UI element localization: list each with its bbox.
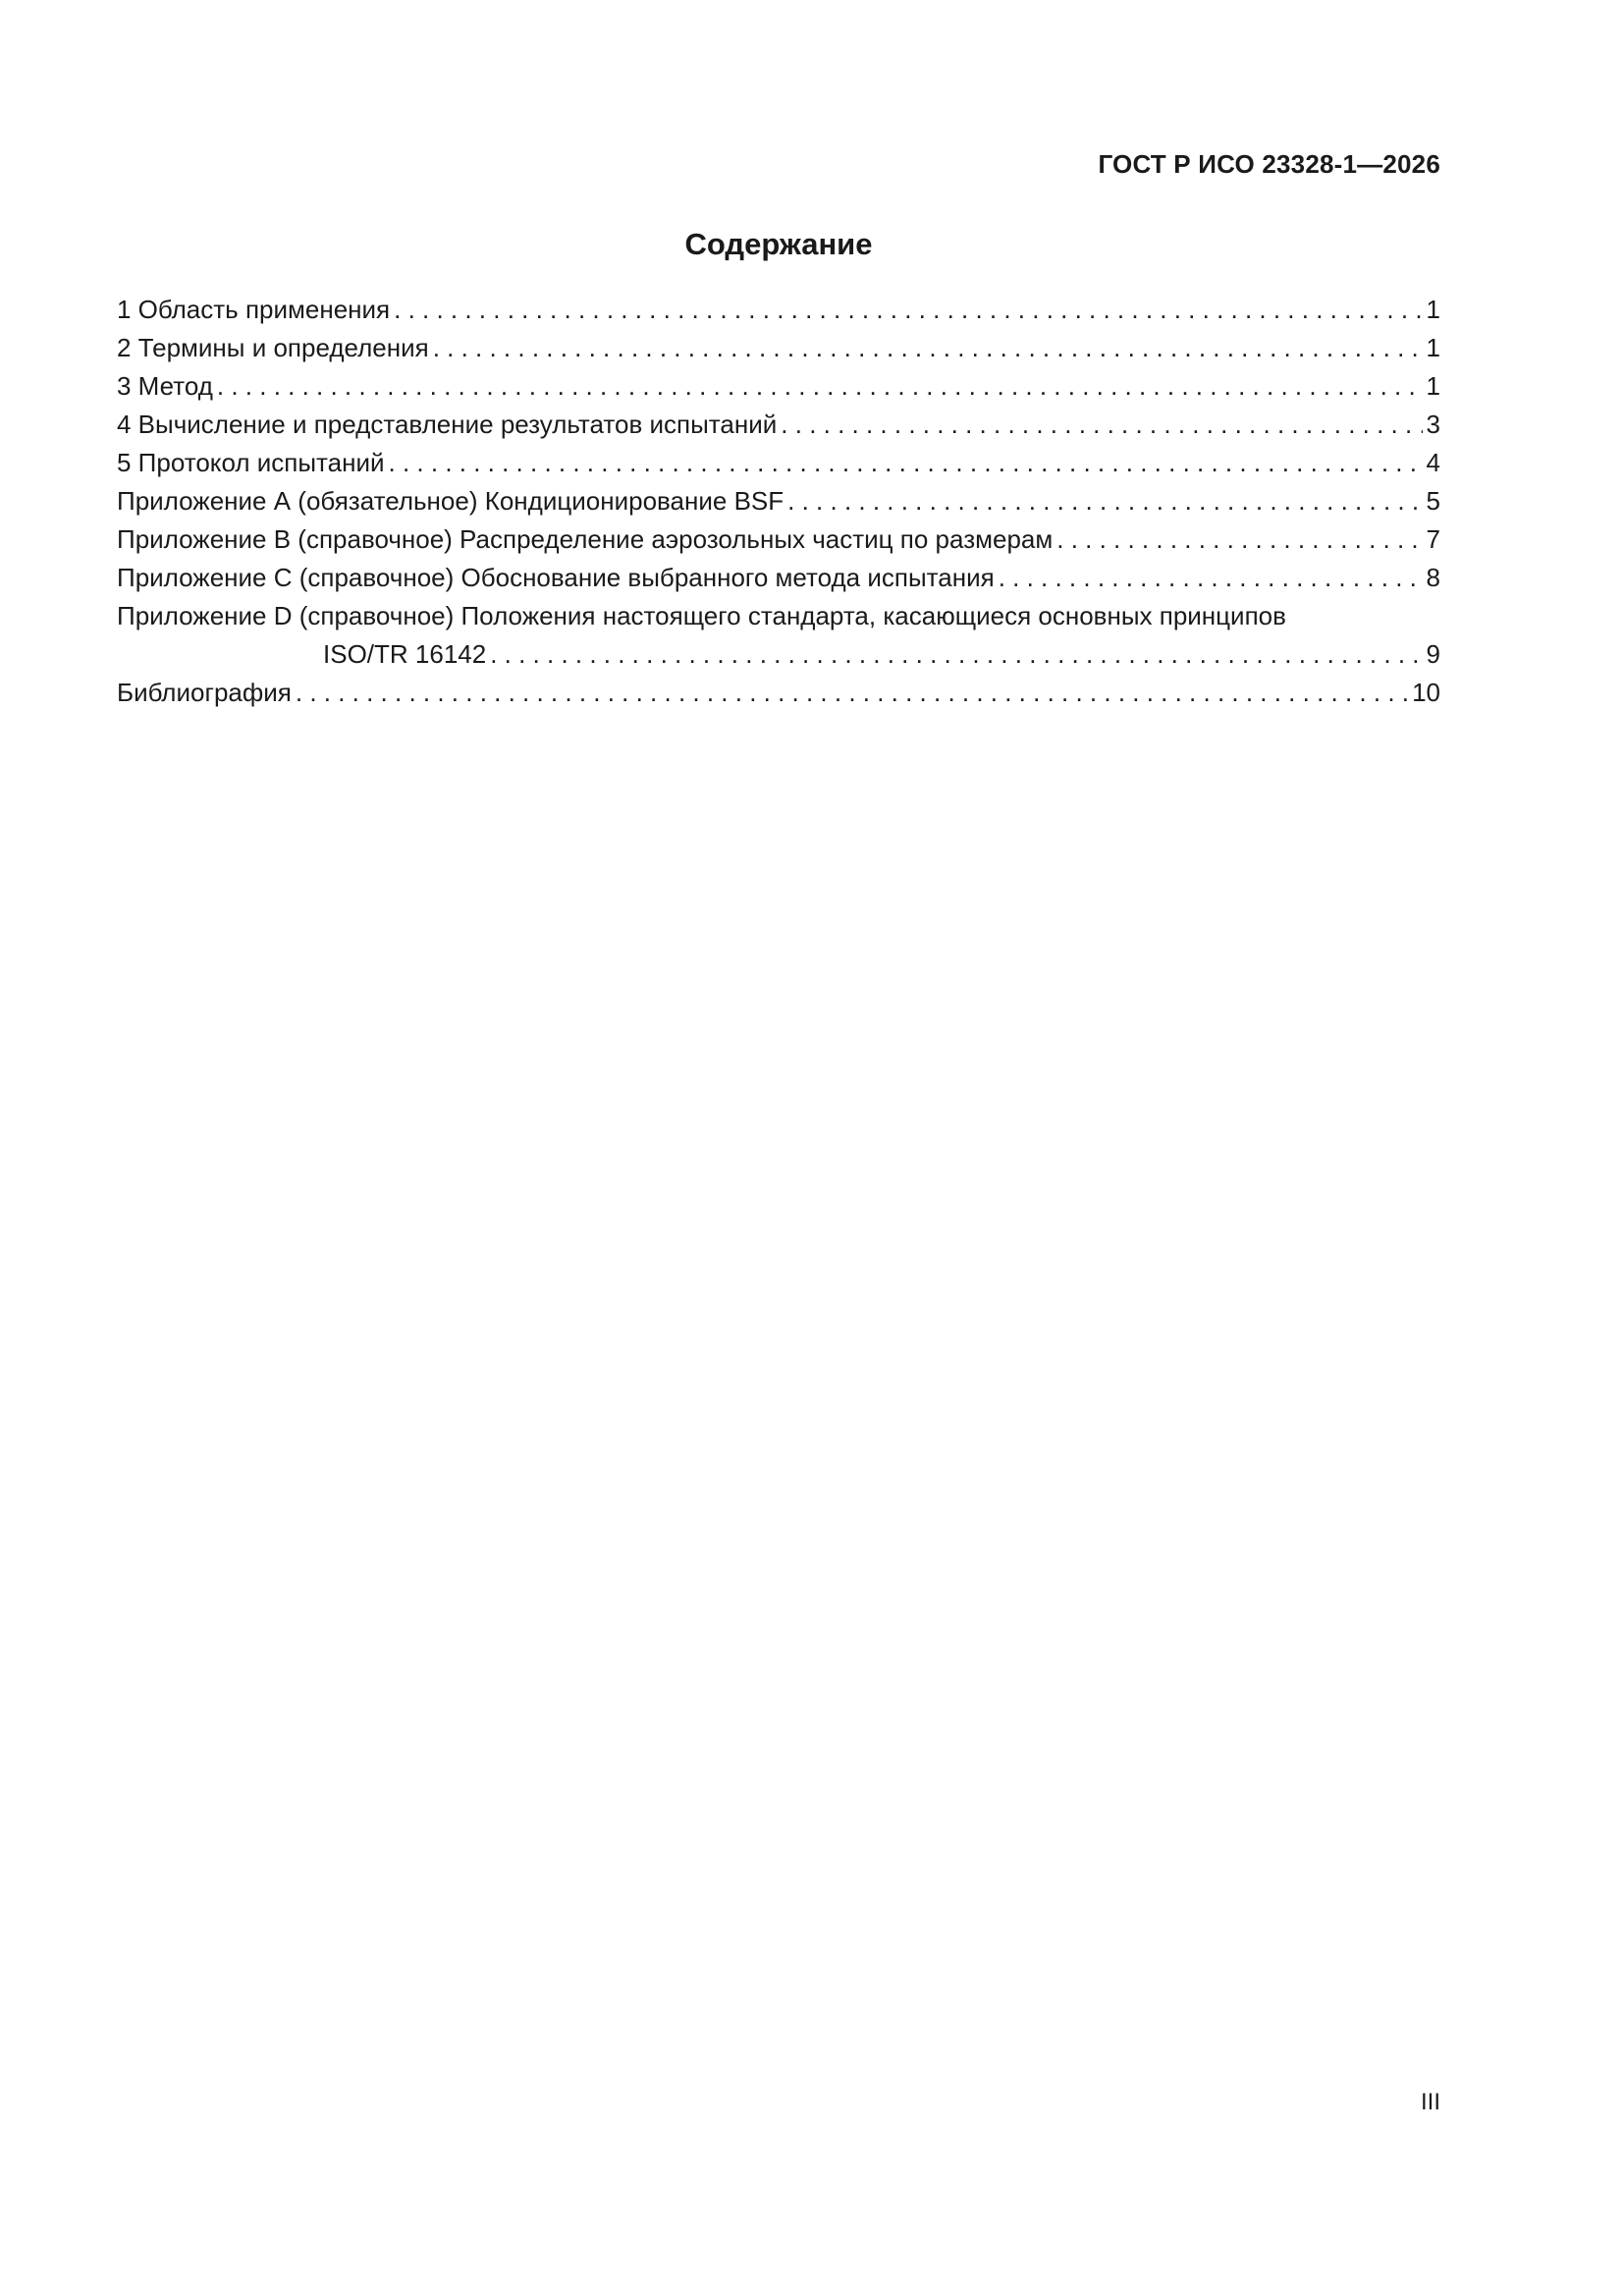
toc-leader-dots [389, 444, 1423, 482]
toc-entry-annex-d-continued[interactable] [117, 635, 1440, 674]
toc-entry-annex-b[interactable] [117, 520, 1440, 559]
toc-entry-test-report[interactable] [117, 444, 1440, 482]
toc-entry-bibliography[interactable] [117, 674, 1440, 712]
toc-entry-terms[interactable] [117, 329, 1440, 367]
toc-entry-label: Приложение С (справочное) Обоснование выбранного метода испытания [117, 563, 995, 592]
toc-leader-dots [490, 635, 1422, 674]
toc-entry-page: 9 [1426, 639, 1440, 669]
toc-entry-label: 4 Вычисление и представление результатов испытаний [117, 410, 778, 439]
toc-entry-page: 1 [1426, 295, 1440, 324]
toc-title: Содержание [684, 227, 873, 261]
toc-entry-label: 5 Протокол испытаний [117, 448, 385, 477]
toc-leader-dots [394, 291, 1422, 329]
toc-entry-label: 3 Метод [117, 371, 213, 401]
toc-leader-dots [787, 482, 1422, 520]
toc-leader-dots [781, 406, 1422, 444]
toc-entry-page: 1 [1426, 371, 1440, 401]
toc-entry-label: 1 Область применения [117, 295, 391, 324]
toc-entry-calculation[interactable] [117, 406, 1440, 444]
toc-entry-annex-d[interactable] [117, 597, 1440, 635]
toc-entry-label-continued: ISO/TR 16142 [323, 639, 487, 669]
toc-entry-page: 10 [1412, 678, 1440, 707]
toc-entry-label: Приложение А (обязательное) Кондиционирование BSF [117, 486, 784, 516]
toc-entry-annex-c[interactable] [117, 559, 1440, 597]
toc-leader-dots [433, 329, 1423, 367]
toc-leader-dots [296, 674, 1408, 712]
toc-entry-scope[interactable] [117, 291, 1440, 329]
toc-entry-page: 7 [1426, 524, 1440, 554]
toc-entry-label: Приложение В (справочное) Распределение аэрозольных частиц по размерам [117, 524, 1054, 554]
toc-entry-page: 3 [1426, 410, 1440, 439]
toc-leader-dots [1056, 520, 1422, 559]
toc-entry-method[interactable] [117, 367, 1440, 406]
toc-entry-annex-a[interactable] [117, 482, 1440, 520]
toc-leader-dots [217, 367, 1423, 406]
toc-leader-dots [999, 559, 1423, 597]
toc-entry-page: 4 [1426, 448, 1440, 477]
toc-entry-label: Библиография [117, 678, 292, 707]
document-code: ГОСТ Р ИСО 23328-1—2026 [1098, 149, 1440, 179]
page-number: III [1420, 2089, 1440, 2115]
toc-entry-page: 1 [1426, 333, 1440, 362]
toc-entry-label: Приложение D (справочное) Положения настоящего стандарта, касающиеся основных принципов [117, 601, 1286, 630]
table-of-contents [117, 291, 1440, 712]
toc-entry-page: 8 [1426, 563, 1440, 592]
toc-entry-page: 5 [1426, 486, 1440, 516]
toc-entry-label: 2 Термины и определения [117, 333, 429, 362]
